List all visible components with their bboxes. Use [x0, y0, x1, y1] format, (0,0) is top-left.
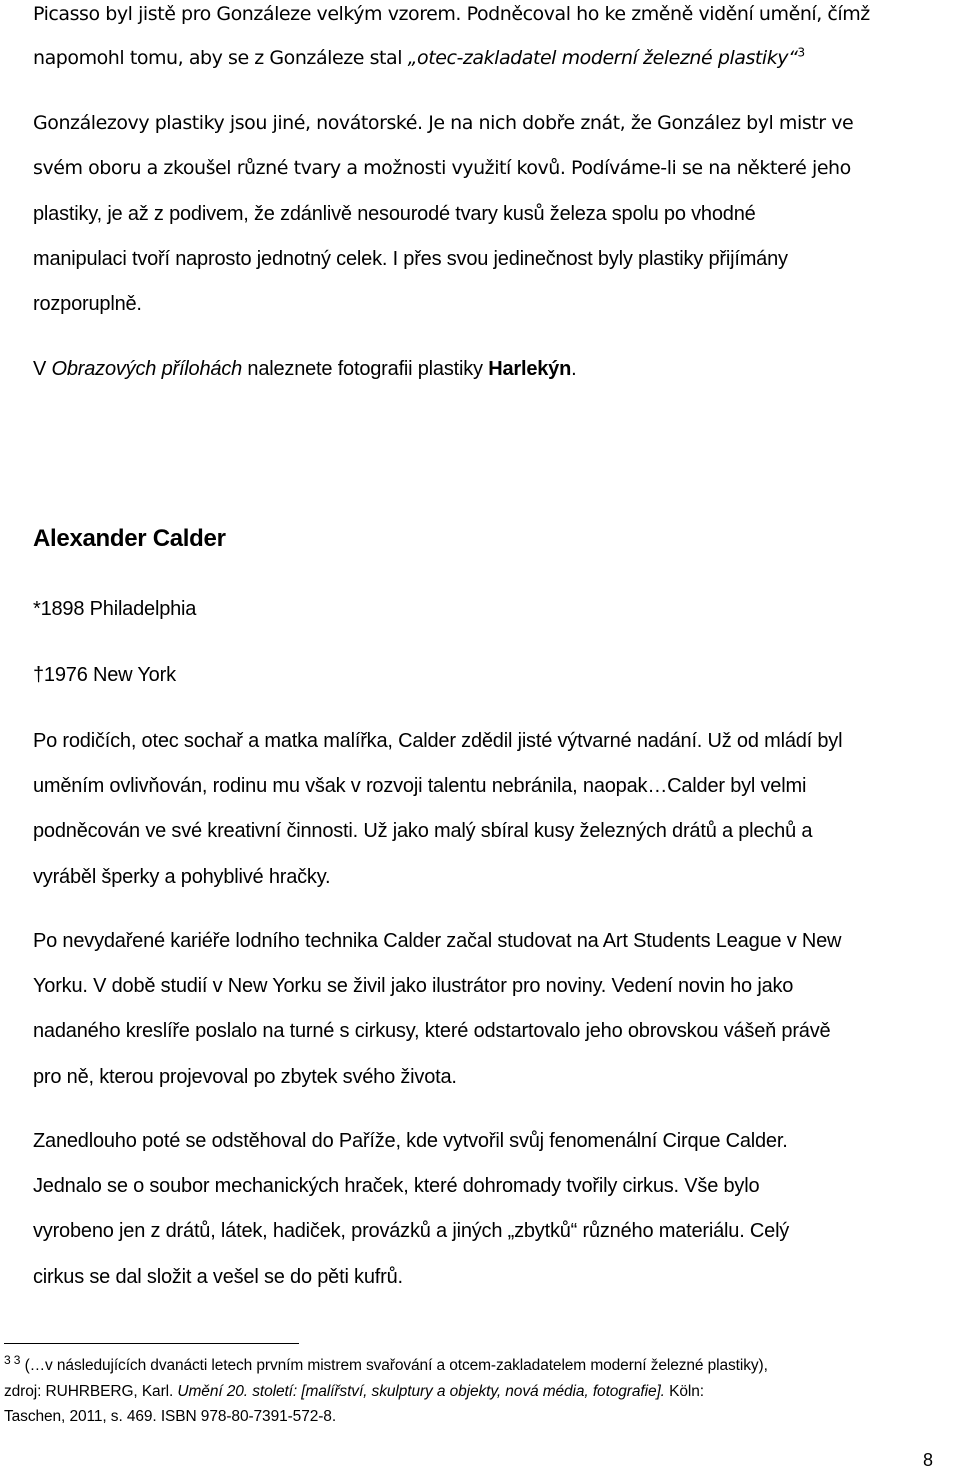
footnote-reference: 3: [797, 45, 805, 60]
calder-p3-line-1: Zanedlouho poté se odstěhoval do Paříže, kde vytvořil svůj fenomenální Cirque Calder.: [33, 1130, 788, 1152]
calder-p3-line-2: Jednalo se o soubor mechanických hraček, které dohromady tvořily cirkus. Vše bylo: [33, 1175, 760, 1197]
calder-p2-line-3: nadaného kreslíře poslalo na turné s cirkusy, které odstartovalo jeho obrovskou vášeň právě: [33, 1020, 831, 1042]
gonzalez-plastiky-line-2: svém oboru a zkoušel různé tvary a možnosti využití kovů. Podíváme-li se na některé jeho: [33, 157, 851, 179]
calder-p3-line-4: cirkus se dal složit a vešel se do pěti kufrů.: [33, 1266, 403, 1288]
footnote-line-3: Taschen, 2011, s. 469. ISBN 978-80-7391-572-8.: [4, 1408, 337, 1425]
sculpture-title: Harlekýn: [488, 358, 572, 380]
gonzalez-plastiky-line-5: rozporuplně.: [33, 293, 142, 315]
gonzalez-plastiky-line-3: plastiky, je až z podivem, že zdánlivě nesourodé tvary kusů železa spolu po vhodné: [33, 203, 756, 225]
text-run: .: [571, 358, 577, 380]
book-title: Umění 20. století: [malířství, skulptury a objekty, nová média, fotografie].: [177, 1383, 665, 1400]
footnote-line-1: [4, 1352, 768, 1375]
quoted-title: „otec-zakladatel moderní železné plastiky“: [407, 47, 798, 69]
calder-p1-line-3: podněcován ve své kreativní činnosti. Už jako malý sbíral kusy železných drátů a plechů a: [33, 820, 813, 842]
gonzalez-plastiky-line-1: Gonzálezovy plastiky jsou jiné, novátorské. Je na nich dobře znát, že González byl mistr ve: [33, 112, 854, 134]
calder-p1-line-1: Po rodičích, otec sochař a matka malířka, Calder zdědil jisté výtvarné nadání. Už od mládí byl: [33, 730, 843, 752]
text-run: (…v následujících dvanácti letech prvním mistrem svařování a otcem-zakladatelem moderní železné plastiky),: [20, 1357, 768, 1374]
calder-p1-line-4: vyráběl šperky a pohyblivé hračky.: [33, 866, 331, 888]
text-run: naleznete fotografii plastiky: [242, 358, 489, 380]
section-heading: Alexander Calder: [33, 525, 226, 552]
birth-info: *1898 Philadelphia: [33, 598, 197, 620]
calder-p2-line-1: Po nevydařené kariéře lodního technika Calder začal studovat na Art Students League v New: [33, 930, 842, 952]
calder-p1-line-2: uměním ovlivňován, rodinu mu však v rozvoji talentu nebránila, naopak…Calder byl velmi: [33, 775, 807, 797]
gonzalez-paragraph-line-1: Picasso byl jistě pro Gonzáleze velkým vzorem. Podněcoval ho ke změně vidění umění, čímž: [33, 3, 870, 25]
calder-p2-line-4: pro ně, kterou projevoval po zbytek svého života.: [33, 1066, 457, 1088]
text-run: V: [33, 358, 52, 380]
calder-p2-line-2: Yorku. V době studií v New Yorku se živil jako ilustrátor pro noviny. Vedení novin ho jako: [33, 975, 794, 997]
page-number: 8: [922, 1450, 933, 1470]
calder-p3-line-3: vyrobeno jen z drátů, látek, hadiček, provázků a jiných „zbytků“ různého materiálu. Celý: [33, 1220, 790, 1242]
footnote-separator: [4, 1343, 299, 1344]
footnote-line-2: [4, 1383, 704, 1401]
text-run: zdroj: RUHRBERG, Karl.: [4, 1383, 178, 1400]
gonzalez-paragraph-line-2: [33, 46, 805, 70]
footnote-marks: 3 3: [4, 1352, 21, 1367]
attachments-reference: Obrazových přílohách: [51, 358, 243, 380]
text-run: napomohl tomu, aby se z Gonzáleze stal: [33, 47, 408, 69]
gonzalez-plastiky-line-4: manipulaci tvoří naprosto jednotný celek. I přes svou jedinečnost byly plastiky přijímány: [33, 248, 788, 270]
text-run: Köln:: [664, 1383, 704, 1400]
attachments-note: [33, 357, 576, 381]
death-info: †1976 New York: [33, 664, 176, 686]
